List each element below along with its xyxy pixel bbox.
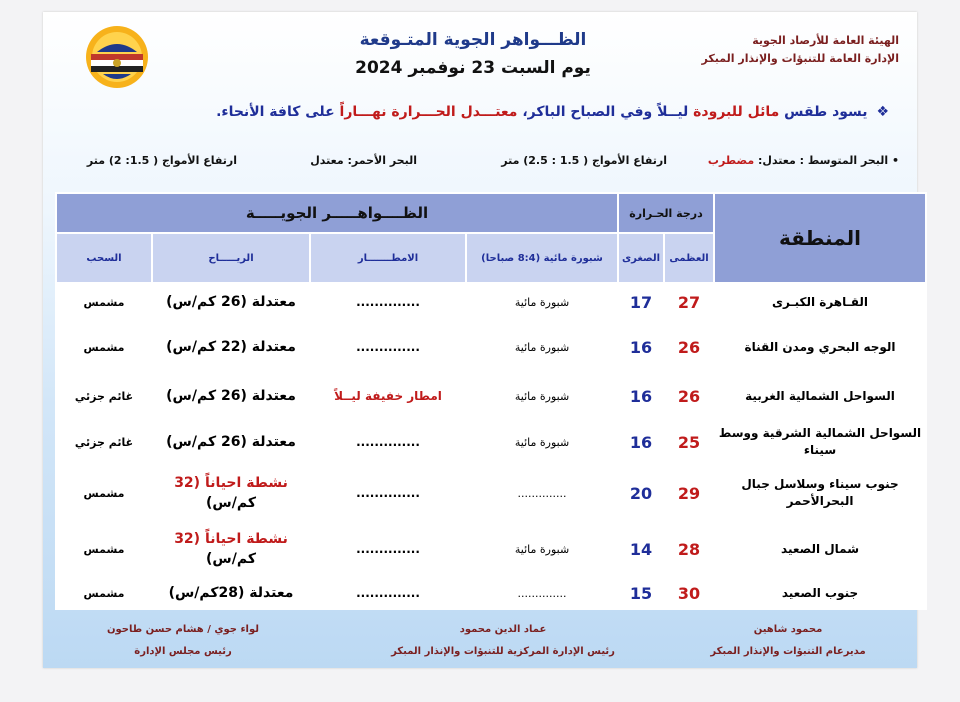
cloud-cell: غائم جزئي (56, 419, 152, 465)
wind-active-label: نشطة احياناً (32 (174, 475, 288, 491)
cloud-cell: مشمس (56, 577, 152, 609)
max-temp-cell: 26 (664, 373, 714, 419)
summary-part3: ليــلاً وفي الصباح الباكر، (522, 104, 689, 120)
summary-part2: مائل للبرودة (693, 104, 780, 120)
fog-cell: شبورة مائية (466, 521, 618, 577)
signature-right-name: محمود شاهين (753, 624, 823, 635)
region-cell: السواحل الشمالية الغربية (714, 373, 926, 419)
wind-cell: معتدلة (28كم/س) (152, 577, 310, 609)
temp-header: درجة الحـرارة (618, 193, 714, 233)
cloud-cell: مشمس (56, 283, 152, 321)
min-temp-cell: 14 (618, 521, 664, 577)
table-row (56, 577, 926, 609)
table-row (56, 321, 926, 373)
fog-header: شبورة مائية (8:4 صباحا) (466, 233, 618, 283)
min-temp-cell: 16 (618, 321, 664, 373)
signature-left-title: رئيس مجلس الإدارة (134, 646, 232, 657)
fog-cell: شبورة مائية (466, 373, 618, 419)
region-cell: شمال الصعيد (714, 521, 926, 577)
summary-part4: معتـــدل الحـــرارة نهـــاراً (339, 104, 518, 120)
region-cell: جنوب الصعيد (714, 577, 926, 609)
rain-cell: امطار خفيفة ليــلاً (310, 373, 466, 419)
rain-header: الامطـــــــار (310, 233, 466, 283)
table-row (56, 373, 926, 419)
table-row (56, 283, 926, 321)
max-temp-header: العظمى (664, 233, 714, 283)
wind-header: الريـــــاح (152, 233, 310, 283)
org-name: الهيئة العامة للأرصاد الجوية (752, 34, 899, 47)
med-sea-label: البحر المتوسط : معتدل: (758, 154, 889, 167)
max-temp-cell: 29 (664, 465, 714, 521)
org-department: الإدارة العامة للتنبؤات والإنذار المبكر (701, 52, 899, 65)
region-cell: الوجه البحري ومدن القناة (714, 321, 926, 373)
fog-cell: .............. (466, 465, 618, 521)
wind-cell (152, 465, 310, 521)
region-cell: جنوب سيناء وسلاسل جبال البحرالأحمر (714, 465, 926, 521)
fog-cell: شبورة مائية (466, 321, 618, 373)
max-temp-cell: 27 (664, 283, 714, 321)
region-cell: السواحل الشمالية الشرقية ووسط سيناء (714, 419, 926, 465)
wind-cell (152, 521, 310, 577)
mediterranean-sea-status (708, 154, 899, 167)
bullet-small-icon: • (891, 154, 899, 167)
wind-cell: معتدلة (26 كم/س) (152, 419, 310, 465)
region-cell: القـاهرة الكبـرى (714, 283, 926, 321)
phenomena-header: الظــــواهـــــر الجويـــــة (56, 193, 618, 233)
wind-cell: معتدلة (26 كم/س) (152, 283, 310, 321)
wind-active-label: نشطة احياناً (32 (174, 531, 288, 547)
ema-logo-icon (77, 22, 157, 92)
wind-cell: معتدلة (26 كم/س) (152, 373, 310, 419)
signature-left-name: لواء جوي / هشام حسن طاحون (106, 624, 260, 635)
cloud-cell: غائم جزئي (56, 373, 152, 419)
min-temp-cell: 17 (618, 283, 664, 321)
wind-unit-label: كم/س) (206, 551, 256, 567)
cloud-cell: مشمس (56, 465, 152, 521)
cloud-cell: مشمس (56, 521, 152, 577)
min-temp-cell: 15 (618, 577, 664, 609)
table-row (56, 465, 926, 521)
rain-cell: .............. (310, 465, 466, 521)
forecast-date: يوم السبت 23 نوفمبر 2024 (355, 58, 591, 78)
fog-cell: شبورة مائية (466, 283, 618, 321)
table-row (56, 419, 926, 465)
min-temp-cell: 16 (618, 373, 664, 419)
med-sea-waves: ارتفاع الأمواج ( 1.5 : 2.5) متر (501, 154, 667, 167)
max-temp-cell: 26 (664, 321, 714, 373)
fog-cell: شبورة مائية (466, 419, 618, 465)
wind-cell: معتدلة (22 كم/س) (152, 321, 310, 373)
signature-right-title: مديرعام التنبؤات والإنذار المبكر (710, 646, 866, 657)
rain-cell: .............. (310, 521, 466, 577)
forecast-table (55, 192, 927, 610)
forecast-sheet (43, 12, 922, 668)
min-temp-cell: 16 (618, 419, 664, 465)
cloud-cell: مشمس (56, 321, 152, 373)
region-header: المنطقة (714, 193, 926, 283)
signature-center-name: عماد الدين محمود (459, 624, 547, 635)
page-title: الظـــواهر الجوية المتـوقعة (359, 30, 587, 50)
rain-cell: .............. (310, 321, 466, 373)
red-sea-status: البحر الأحمر: معتدل (310, 154, 417, 167)
min-temp-header: الصغرى (618, 233, 664, 283)
max-temp-cell: 28 (664, 521, 714, 577)
rain-cell: .............. (310, 577, 466, 609)
rain-cell: .............. (310, 419, 466, 465)
max-temp-cell: 30 (664, 577, 714, 609)
max-temp-cell: 25 (664, 419, 714, 465)
red-sea-waves: ارتفاع الأمواج ( 1.5: 2) متر (86, 154, 237, 167)
min-temp-cell: 20 (618, 465, 664, 521)
table-row (56, 521, 926, 577)
summary-part1: يسود طقس (784, 104, 868, 120)
signature-center-title: رئيس الإدارة المركزية للتنبؤات والإنذار المبكر (391, 646, 615, 657)
fog-cell: .............. (466, 577, 618, 609)
wind-unit-label: كم/س) (206, 495, 256, 511)
rain-cell: .............. (310, 283, 466, 321)
weather-summary (216, 104, 889, 120)
cloud-header: السحب (56, 233, 152, 283)
bullet-icon: ❖ (876, 104, 889, 120)
med-sea-state: مضطرب (707, 154, 755, 167)
summary-part5: على كافة الأنحاء. (216, 104, 335, 120)
